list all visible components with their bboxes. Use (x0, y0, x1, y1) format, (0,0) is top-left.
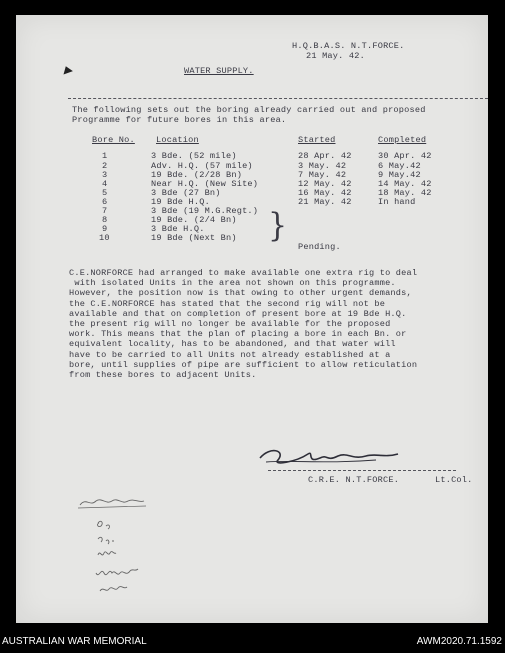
bore-number: 2 (102, 161, 108, 171)
bore-number: 3 (102, 170, 108, 180)
signature (256, 440, 406, 470)
bore-started: 16 May. 42 (298, 188, 352, 198)
bore-location: 19 Bde H.Q. (151, 197, 210, 207)
bore-location: 3 Bde (27 Bn) (151, 188, 221, 198)
bore-completed: In hand (378, 197, 416, 207)
ink-mark (61, 65, 73, 75)
bore-started: 12 May. 42 (298, 179, 352, 189)
bore-completed: 14 May. 42 (378, 179, 432, 189)
body-paragraph: C.E.NORFORCE had arranged to make available one extra rig to deal with isolated Units in the area not shown on this programme. However, the position now is that owing to other urgent demands, the C.E.NORFORCE has stated that the second rig will not be available and that on completion of present bore at 19 Bde H.Q. the present rig will no longer be available for the proposed work. This means that the plan of placing a bore in each Bn. or equivalent locality, has to be abandoned, and that water will have to be carried to all Units not already established at a bore, until supplies of pipe are sufficient to allow reticulation from these bores to adjacent Units. (69, 268, 418, 381)
signatory-rank: Lt.Col. (435, 475, 473, 485)
header-unit: H.Q.B.A.S. N.T.FORCE. (292, 41, 405, 51)
bore-started: 28 Apr. 42 (298, 151, 352, 161)
document-page (16, 15, 488, 623)
header-rule (68, 98, 488, 99)
bore-location: 3 Bde. (52 mile) (151, 151, 237, 161)
col-bore-no: Bore No. (92, 135, 135, 145)
header-date: 21 May. 42. (306, 51, 365, 61)
bore-number: 8 (102, 215, 108, 225)
bore-number: 9 (102, 224, 108, 234)
bore-started: 7 May. 42 (298, 170, 347, 180)
bore-started: 21 May. 42 (298, 197, 352, 207)
signature-rule (268, 470, 456, 471)
bore-completed: 30 Apr. 42 (378, 151, 432, 161)
bore-started: 3 May. 42 (298, 161, 347, 171)
bore-location: 3 Bde H.Q. (151, 224, 205, 234)
bore-location: 19 Bde (Next Bn) (151, 233, 237, 243)
bore-location: 3 Bde (19 M.G.Regt.) (151, 206, 259, 216)
bore-number: 1 (102, 151, 108, 161)
col-location: Location (156, 135, 199, 145)
bore-location: Adv. H.Q. (57 mile) (151, 161, 253, 171)
pending-brace: } (268, 206, 288, 245)
pending-label: Pending. (298, 242, 341, 252)
bore-completed: 6 May.42 (378, 161, 421, 171)
col-completed: Completed (378, 135, 427, 145)
col-started: Started (298, 135, 336, 145)
handwritten-notes (76, 493, 176, 603)
bore-number: 10 (99, 233, 110, 243)
bore-location: Near H.Q. (New Site) (151, 179, 259, 189)
document-title: WATER SUPPLY. (184, 66, 254, 76)
bore-number: 5 (102, 188, 108, 198)
footer-accession-number: AWM2020.71.1592 (416, 636, 502, 647)
bore-location: 19 Bde. (2/4 Bn) (151, 215, 237, 225)
bore-number: 7 (102, 206, 108, 216)
bore-number: 6 (102, 197, 108, 207)
intro-text: The following sets out the boring already carried out and proposed Programme for future bores in this area. (72, 105, 426, 125)
bore-completed: 9 May.42 (378, 170, 421, 180)
bore-completed: 18 May. 42 (378, 188, 432, 198)
footer-institution: AUSTRALIAN WAR MEMORIAL (2, 636, 147, 647)
bore-location: 19 Bde. (2/28 Bn) (151, 170, 243, 180)
bore-number: 4 (102, 179, 108, 189)
signature-block: C.R.E. N.T.FORCE. (308, 475, 400, 485)
